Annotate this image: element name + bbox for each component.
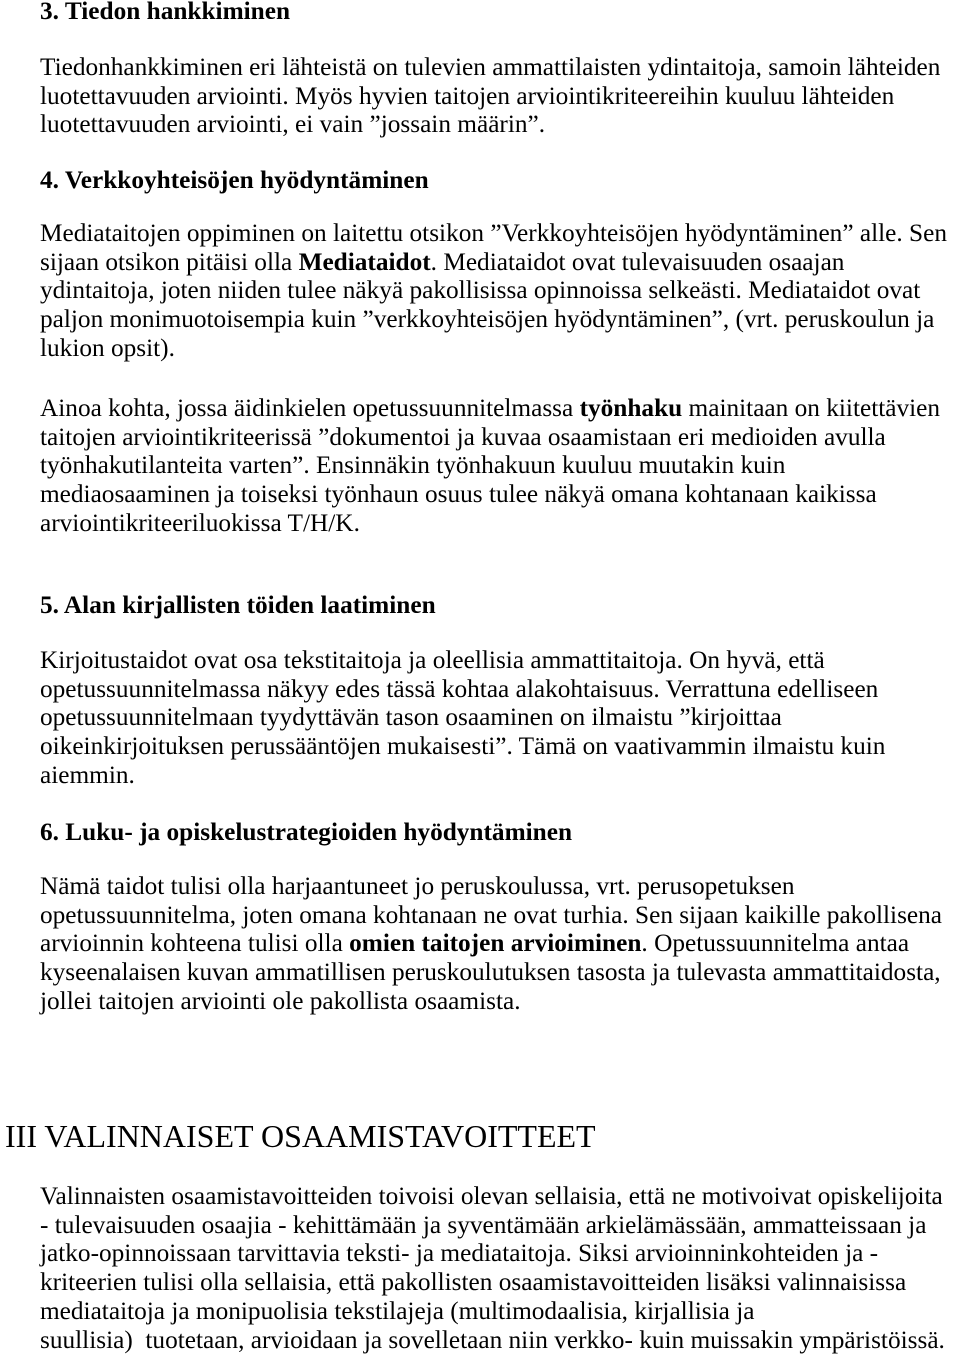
text-line: arviointikriteeriluokissa T/H/K. (40, 508, 360, 537)
text-run: . Opetussuunnitelma antaa (641, 929, 910, 958)
text-line: Tiedonhankkiminen eri lähteistä on tulevien ammattilaisten ydintaitoja, samoin lähteiden (40, 53, 941, 81)
section-4-paragraph-1 (40, 219, 947, 363)
text-line: mediataitoja ja monipuolisia tekstilajeja (multimodaalisia, kirjallisia ja (40, 1296, 755, 1325)
section-5-paragraph (40, 646, 885, 790)
section-6-heading: 6. Luku- ja opiskelustrategioiden hyödyntäminen (40, 818, 573, 846)
text-line: mediaosaaminen ja toiseksi työnhaun osuus tulee näkyä omana kohtanaan kaikissa (40, 480, 877, 509)
section-6-paragraph (40, 872, 942, 1016)
text-line: Valinnaisten osaamistavoitteiden toivoisi olevan sellaisia, että ne motivoivat opiskelijoita (40, 1182, 943, 1210)
text-line: Mediataitojen oppiminen on laitettu otsikon ”Verkkoyhteisöjen hyödyntäminen” alle. Sen (40, 219, 947, 247)
section-3-paragraph (40, 53, 940, 139)
part-heading: III VALINNAISET OSAAMISTAVOITTEET (5, 1118, 596, 1154)
text-line: luotettavuuden arviointi. Myös hyvien taitojen arviointikriteereihin kuuluu lähteiden (40, 81, 895, 110)
text-line: - tulevaisuuden osaajia - kehittämään ja syventämään arkielämässään, ammatteissaan ja (40, 1210, 927, 1239)
section-4-heading: 4. Verkkoyhteisöjen hyödyntäminen (40, 166, 429, 194)
bold-term: työnhaku (579, 394, 683, 422)
text-line: opetussuunnitelmaan tyydyttävän tason osaaminen on ilmaistu ”kirjoittaa (40, 703, 782, 732)
text-run: sijaan otsikon pitäisi olla (40, 247, 299, 276)
text-line: opetussuunnitelma, joten omana kohtanaan ne ovat turhia. Sen sijaan kaikille pakollisena (40, 900, 943, 929)
section-4-paragraph-2 (40, 394, 940, 538)
text-line (40, 929, 942, 958)
text-line: suullisia) tuotetaan, arvioidaan ja sovelletaan niin verkko- kuin muissakin ympäristöissä. (40, 1325, 945, 1354)
text-run: mainitaan on kiitettävien (682, 394, 941, 422)
text-line: kriteerien tulisi olla sellaisia, että pakollisten osaamistavoitteiden lisäksi valinnaisissa (40, 1268, 907, 1297)
text-line: ydintaitoja, joten niiden tulee näkyä pakollisissa opinnoissa selkeästi. Mediataidot ovat (40, 276, 921, 305)
bold-term: omien taitojen arvioiminen (349, 929, 642, 958)
text-line: työnhakutilanteita varten”. Ensinnäkin työnhakuun kuuluu muutakin kuin (40, 451, 786, 480)
text-line: taitojen arviointikriteerissä ”dokumentoi ja kuvaa osaamistaan eri medioiden avulla (40, 422, 886, 451)
bold-term: Mediataidot (298, 247, 431, 276)
section-5-heading: 5. Alan kirjallisten töiden laatiminen (40, 591, 436, 619)
text-line: paljon monimuotoisempia kuin ”verkkoyhteisöjen hyödyntäminen”, (vrt. peruskoulun ja (40, 305, 935, 334)
text-line: luotettavuuden arviointi, ei vain ”jossain määrin”. (40, 110, 546, 139)
text-run: arvioinnin kohteena tulisi olla (40, 929, 350, 958)
text-line: opetussuunnitelmassa näkyy edes tässä kohtaa alakohtaisuus. Verrattuna edelliseen (40, 674, 879, 703)
part-paragraph (40, 1182, 945, 1354)
text-run: Ainoa kohta, jossa äidinkielen opetussuunnitelmassa (40, 394, 580, 422)
text-line: kyseenalaisen kuvan ammatillisen peruskoulutuksen tasosta ja tulevasta ammattitaidosta, (40, 958, 941, 987)
text-line: lukion opsit). (40, 333, 175, 362)
text-line: Nämä taidot tulisi olla harjaantuneet jo peruskoulussa, vrt. perusopetuksen (40, 872, 795, 900)
text-line: aiemmin. (40, 760, 135, 789)
text-line (40, 248, 947, 277)
text-line (40, 394, 940, 423)
text-line: oikeinkirjoituksen perussääntöjen mukaisesti”. Tämä on vaativammin ilmaistu kuin (40, 732, 886, 761)
text-line: jollei taitojen arviointi ole pakollista osaamista. (40, 986, 521, 1015)
text-run: . Mediataidot ovat tulevaisuuden osaajan (430, 247, 845, 276)
text-line: Kirjoitustaidot ovat osa tekstitaitoja ja oleellisia ammattitaitoja. On hyvä, että (40, 646, 825, 674)
text-line: jatko-opinnoissaan tarvittavia teksti- ja mediataitoja. Siksi arvioinninkohteiden ja - (40, 1239, 879, 1268)
section-3-heading: 3. Tiedon hankkiminen (40, 0, 291, 25)
